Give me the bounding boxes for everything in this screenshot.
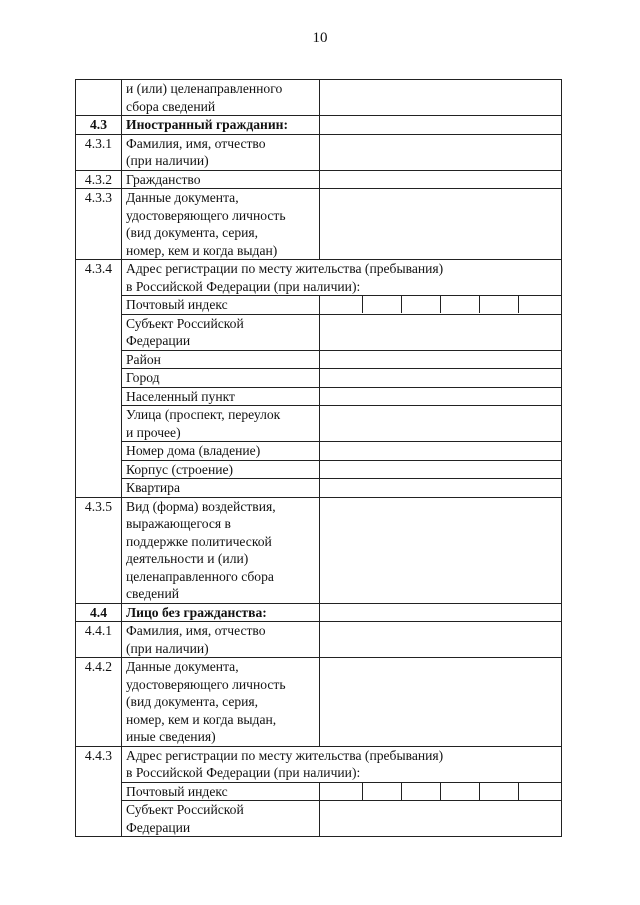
field-value[interactable] [320, 170, 562, 189]
form-row [76, 622, 562, 658]
postal-code-digit-cell[interactable] [480, 296, 519, 313]
field-value[interactable] [320, 622, 562, 658]
field-value[interactable] [320, 603, 562, 622]
field-label: Улица (проспект, переулок и прочее) [122, 406, 320, 442]
field-label: Корпус (строение) [122, 460, 320, 479]
postal-code-field[interactable] [320, 782, 562, 801]
postal-code-field[interactable] [320, 296, 562, 315]
postal-code-digit-cell[interactable] [402, 783, 441, 800]
postal-code-digit-cell[interactable] [324, 296, 363, 313]
postal-code-digit-cell[interactable] [402, 296, 441, 313]
form-row [76, 170, 562, 189]
postal-code-digit-cell[interactable] [441, 296, 480, 313]
form-row [76, 296, 562, 315]
field-value[interactable] [320, 189, 562, 260]
field-value[interactable] [320, 387, 562, 406]
field-value[interactable] [320, 314, 562, 350]
field-label: Квартира [122, 479, 320, 498]
form-row [76, 460, 562, 479]
form-row [76, 658, 562, 747]
field-label: Населенный пункт [122, 387, 320, 406]
row-number: 4.4.1 [76, 622, 122, 658]
field-value[interactable] [320, 369, 562, 388]
field-label: Город [122, 369, 320, 388]
field-value[interactable] [320, 801, 562, 837]
form-row [76, 260, 562, 296]
row-number: 4.3.3 [76, 189, 122, 260]
field-label: Район [122, 350, 320, 369]
field-value[interactable] [320, 658, 562, 747]
postal-code-digit-cell[interactable] [519, 296, 557, 313]
postal-code-digit-cell[interactable] [441, 783, 480, 800]
field-value[interactable] [320, 406, 562, 442]
row-number: 4.3.5 [76, 497, 122, 603]
form-row [76, 369, 562, 388]
row-number: 4.3.4 [76, 260, 122, 498]
row-number: 4.3.2 [76, 170, 122, 189]
field-label: Номер дома (владение) [122, 442, 320, 461]
postal-code-digit-cell[interactable] [480, 783, 519, 800]
row-number [76, 80, 122, 116]
form-row [76, 314, 562, 350]
field-label: и (или) целенаправленного сбора сведений [122, 80, 320, 116]
page-number: 10 [312, 30, 328, 46]
form-row [76, 134, 562, 170]
row-number: 4.3.1 [76, 134, 122, 170]
field-value[interactable] [320, 479, 562, 498]
form-row [76, 350, 562, 369]
postal-code-digit-cell[interactable] [363, 296, 402, 313]
form-row [76, 80, 562, 116]
field-label: Почтовый индекс [122, 782, 320, 801]
form-row [76, 801, 562, 837]
field-label: Субъект Российской Федерации [122, 801, 320, 837]
field-label: Вид (форма) воздействия, выражающегося в поддержке политической деятельности и (или) целенаправленного сбора сведений [122, 497, 320, 603]
form-row [76, 603, 562, 622]
form-row [76, 406, 562, 442]
field-label: Почтовый индекс [122, 296, 320, 315]
field-label: Фамилия, имя, отчество (при наличии) [122, 622, 320, 658]
field-label: Данные документа, удостоверяющего личность (вид документа, серия, номер, кем и когда выдан) [122, 189, 320, 260]
row-number: 4.4.3 [76, 746, 122, 837]
field-value[interactable] [320, 497, 562, 603]
field-value[interactable] [320, 134, 562, 170]
form-row [76, 479, 562, 498]
form-row [76, 497, 562, 603]
row-number: 4.3 [76, 116, 122, 135]
form-row [76, 442, 562, 461]
postal-code-digit-cell[interactable] [363, 783, 402, 800]
form-row [76, 746, 562, 782]
field-value[interactable] [320, 80, 562, 116]
form-row [76, 189, 562, 260]
form-row [76, 387, 562, 406]
field-label: Данные документа, удостоверяющего личность (вид документа, серия, номер, кем и когда выдан, иные сведения) [122, 658, 320, 747]
field-label: Гражданство [122, 170, 320, 189]
field-value[interactable] [320, 460, 562, 479]
section-title: Иностранный гражданин: [122, 116, 320, 135]
postal-code-digit-cell[interactable] [519, 783, 557, 800]
row-number: 4.4.2 [76, 658, 122, 747]
form-row [76, 782, 562, 801]
form-row [76, 116, 562, 135]
field-value[interactable] [320, 116, 562, 135]
field-label: Адрес регистрации по месту жительства (пребывания) в Российской Федерации (при наличии): [122, 746, 562, 782]
field-value[interactable] [320, 350, 562, 369]
field-value[interactable] [320, 442, 562, 461]
row-number: 4.4 [76, 603, 122, 622]
section-title: Лицо без гражданства: [122, 603, 320, 622]
field-label: Субъект Российской Федерации [122, 314, 320, 350]
field-label: Фамилия, имя, отчество (при наличии) [122, 134, 320, 170]
field-label: Адрес регистрации по месту жительства (пребывания) в Российской Федерации (при наличии): [122, 260, 562, 296]
data-form-table [75, 79, 562, 837]
postal-code-digit-cell[interactable] [324, 783, 363, 800]
